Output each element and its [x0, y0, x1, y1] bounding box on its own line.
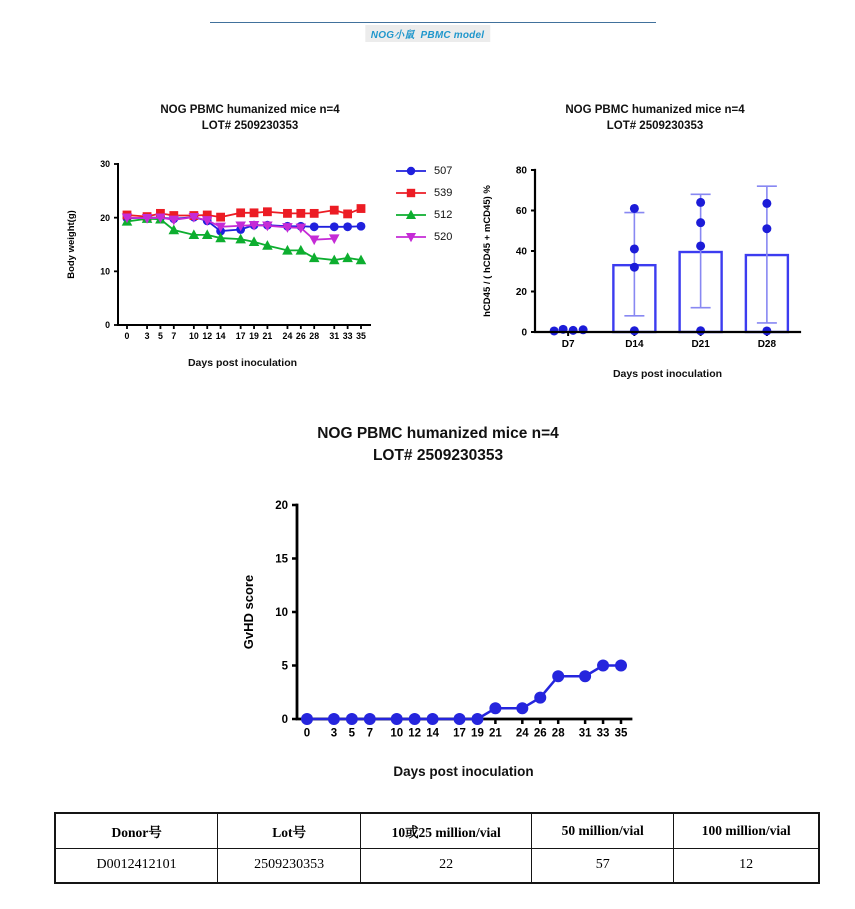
svg-text:10: 10 [390, 727, 404, 740]
column-header-50-million: 50 million/vial [532, 813, 674, 848]
legend-marker-triangle-down-icon [394, 230, 428, 244]
header-divider [210, 22, 656, 23]
legend-marker-circle-icon [394, 164, 428, 178]
svg-text:0: 0 [521, 327, 527, 339]
chart-title-line1: NOG PBMC humanized mice n=4 [317, 425, 559, 442]
svg-text:14: 14 [426, 727, 439, 740]
body-weight-chart [60, 148, 385, 353]
svg-text:12: 12 [202, 330, 213, 341]
svg-text:20: 20 [100, 212, 110, 223]
column-header-lot: Lot号 [218, 813, 361, 848]
chart-title-line2: LOT# 2509230353 [372, 446, 504, 464]
column-header-donor: Donor号 [55, 813, 218, 848]
svg-text:10: 10 [100, 266, 110, 277]
svg-text:14: 14 [215, 330, 226, 341]
svg-text:21: 21 [262, 330, 273, 341]
gvhd-chart [235, 476, 655, 754]
chart-title-line2: LOT# 2509230353 [201, 120, 299, 133]
svg-text:0: 0 [303, 727, 311, 740]
svg-text:33: 33 [342, 330, 353, 341]
legend-label: 507 [434, 165, 453, 177]
svg-text:35: 35 [614, 727, 628, 740]
svg-text:24: 24 [282, 330, 293, 341]
svg-text:10: 10 [188, 330, 199, 341]
svg-text:15: 15 [275, 553, 288, 566]
svg-text:D14: D14 [625, 339, 644, 350]
legend-marker-square-icon [394, 186, 428, 200]
svg-text:D21: D21 [691, 339, 710, 350]
svg-text:17: 17 [235, 330, 246, 341]
svg-text:28: 28 [551, 727, 565, 740]
chart-title-line2: LOT# 2509230353 [606, 120, 704, 133]
table-header-row [55, 813, 819, 848]
gvhd-x-axis-label: Days post inoculation [393, 764, 534, 779]
column-header-10-25-million: 10或25 million/vial [361, 813, 532, 848]
svg-text:35: 35 [356, 330, 366, 341]
engraftment-x-axis-label: Days post inoculation [612, 368, 723, 380]
table-row [55, 848, 819, 883]
svg-text:hCD45 / ( hCD45 + mCD45) %: hCD45 / ( hCD45 + mCD45) % [482, 185, 493, 317]
gvhd-chart-title [228, 423, 648, 466]
svg-text:Body weight(g): Body weight(g) [66, 210, 77, 279]
svg-text:7: 7 [171, 330, 177, 341]
svg-text:31: 31 [578, 727, 592, 740]
svg-text:12: 12 [408, 727, 422, 740]
svg-text:60: 60 [515, 206, 527, 218]
legend-label: 520 [434, 231, 453, 243]
legend-item-539 [394, 182, 452, 204]
svg-text:31: 31 [329, 330, 340, 341]
svg-text:20: 20 [515, 287, 527, 299]
svg-text:10: 10 [275, 607, 288, 620]
legend-item-512 [394, 204, 452, 226]
table-cell-lot: 2509230353 [218, 848, 361, 883]
svg-text:17: 17 [453, 727, 466, 740]
svg-text:D7: D7 [561, 339, 575, 350]
engraftment-chart [478, 146, 823, 358]
svg-text:D28: D28 [757, 339, 777, 350]
legend [394, 160, 452, 248]
chart-title-line1: NOG PBMC humanized mice n=4 [565, 104, 745, 116]
legend-item-520 [394, 226, 452, 248]
svg-text:0: 0 [105, 320, 110, 331]
legend-marker-triangle-up-icon [394, 208, 428, 222]
table-cell-10-25-million: 22 [361, 848, 532, 883]
svg-text:GvHD score: GvHD score [241, 574, 256, 650]
svg-text:26: 26 [533, 727, 547, 740]
page-title: NOG小鼠 PBMC model [365, 25, 490, 42]
svg-text:19: 19 [471, 727, 484, 740]
svg-text:24: 24 [515, 727, 529, 740]
svg-text:30: 30 [100, 159, 110, 170]
body-weight-chart-title [85, 102, 415, 134]
svg-text:3: 3 [144, 330, 150, 341]
svg-text:0: 0 [124, 330, 130, 341]
svg-text:5: 5 [281, 660, 288, 673]
vial-inventory-table [54, 812, 820, 884]
svg-text:20: 20 [275, 500, 288, 513]
legend-label: 539 [434, 187, 453, 199]
chart-title-line1: NOG PBMC humanized mice n=4 [160, 104, 340, 116]
svg-text:5: 5 [348, 727, 356, 740]
table-cell-50-million: 57 [532, 848, 674, 883]
svg-text:26: 26 [295, 330, 306, 341]
svg-text:0: 0 [281, 714, 288, 727]
table-cell-100-million: 12 [674, 848, 819, 883]
svg-text:7: 7 [366, 727, 374, 740]
svg-text:5: 5 [157, 330, 163, 341]
legend-item-507 [394, 160, 452, 182]
column-header-100-million: 100 million/vial [674, 813, 819, 848]
legend-label: 512 [434, 209, 453, 221]
svg-text:80: 80 [515, 165, 527, 177]
svg-text:3: 3 [330, 727, 338, 740]
svg-text:40: 40 [515, 246, 527, 258]
engraftment-chart-title [490, 102, 820, 134]
svg-text:28: 28 [309, 330, 320, 341]
body-weight-x-axis-label: Days post inoculation [187, 357, 298, 369]
svg-text:21: 21 [489, 727, 502, 740]
table-cell-donor: D0012412101 [55, 848, 218, 883]
svg-text:19: 19 [249, 330, 259, 341]
svg-text:33: 33 [596, 727, 610, 740]
